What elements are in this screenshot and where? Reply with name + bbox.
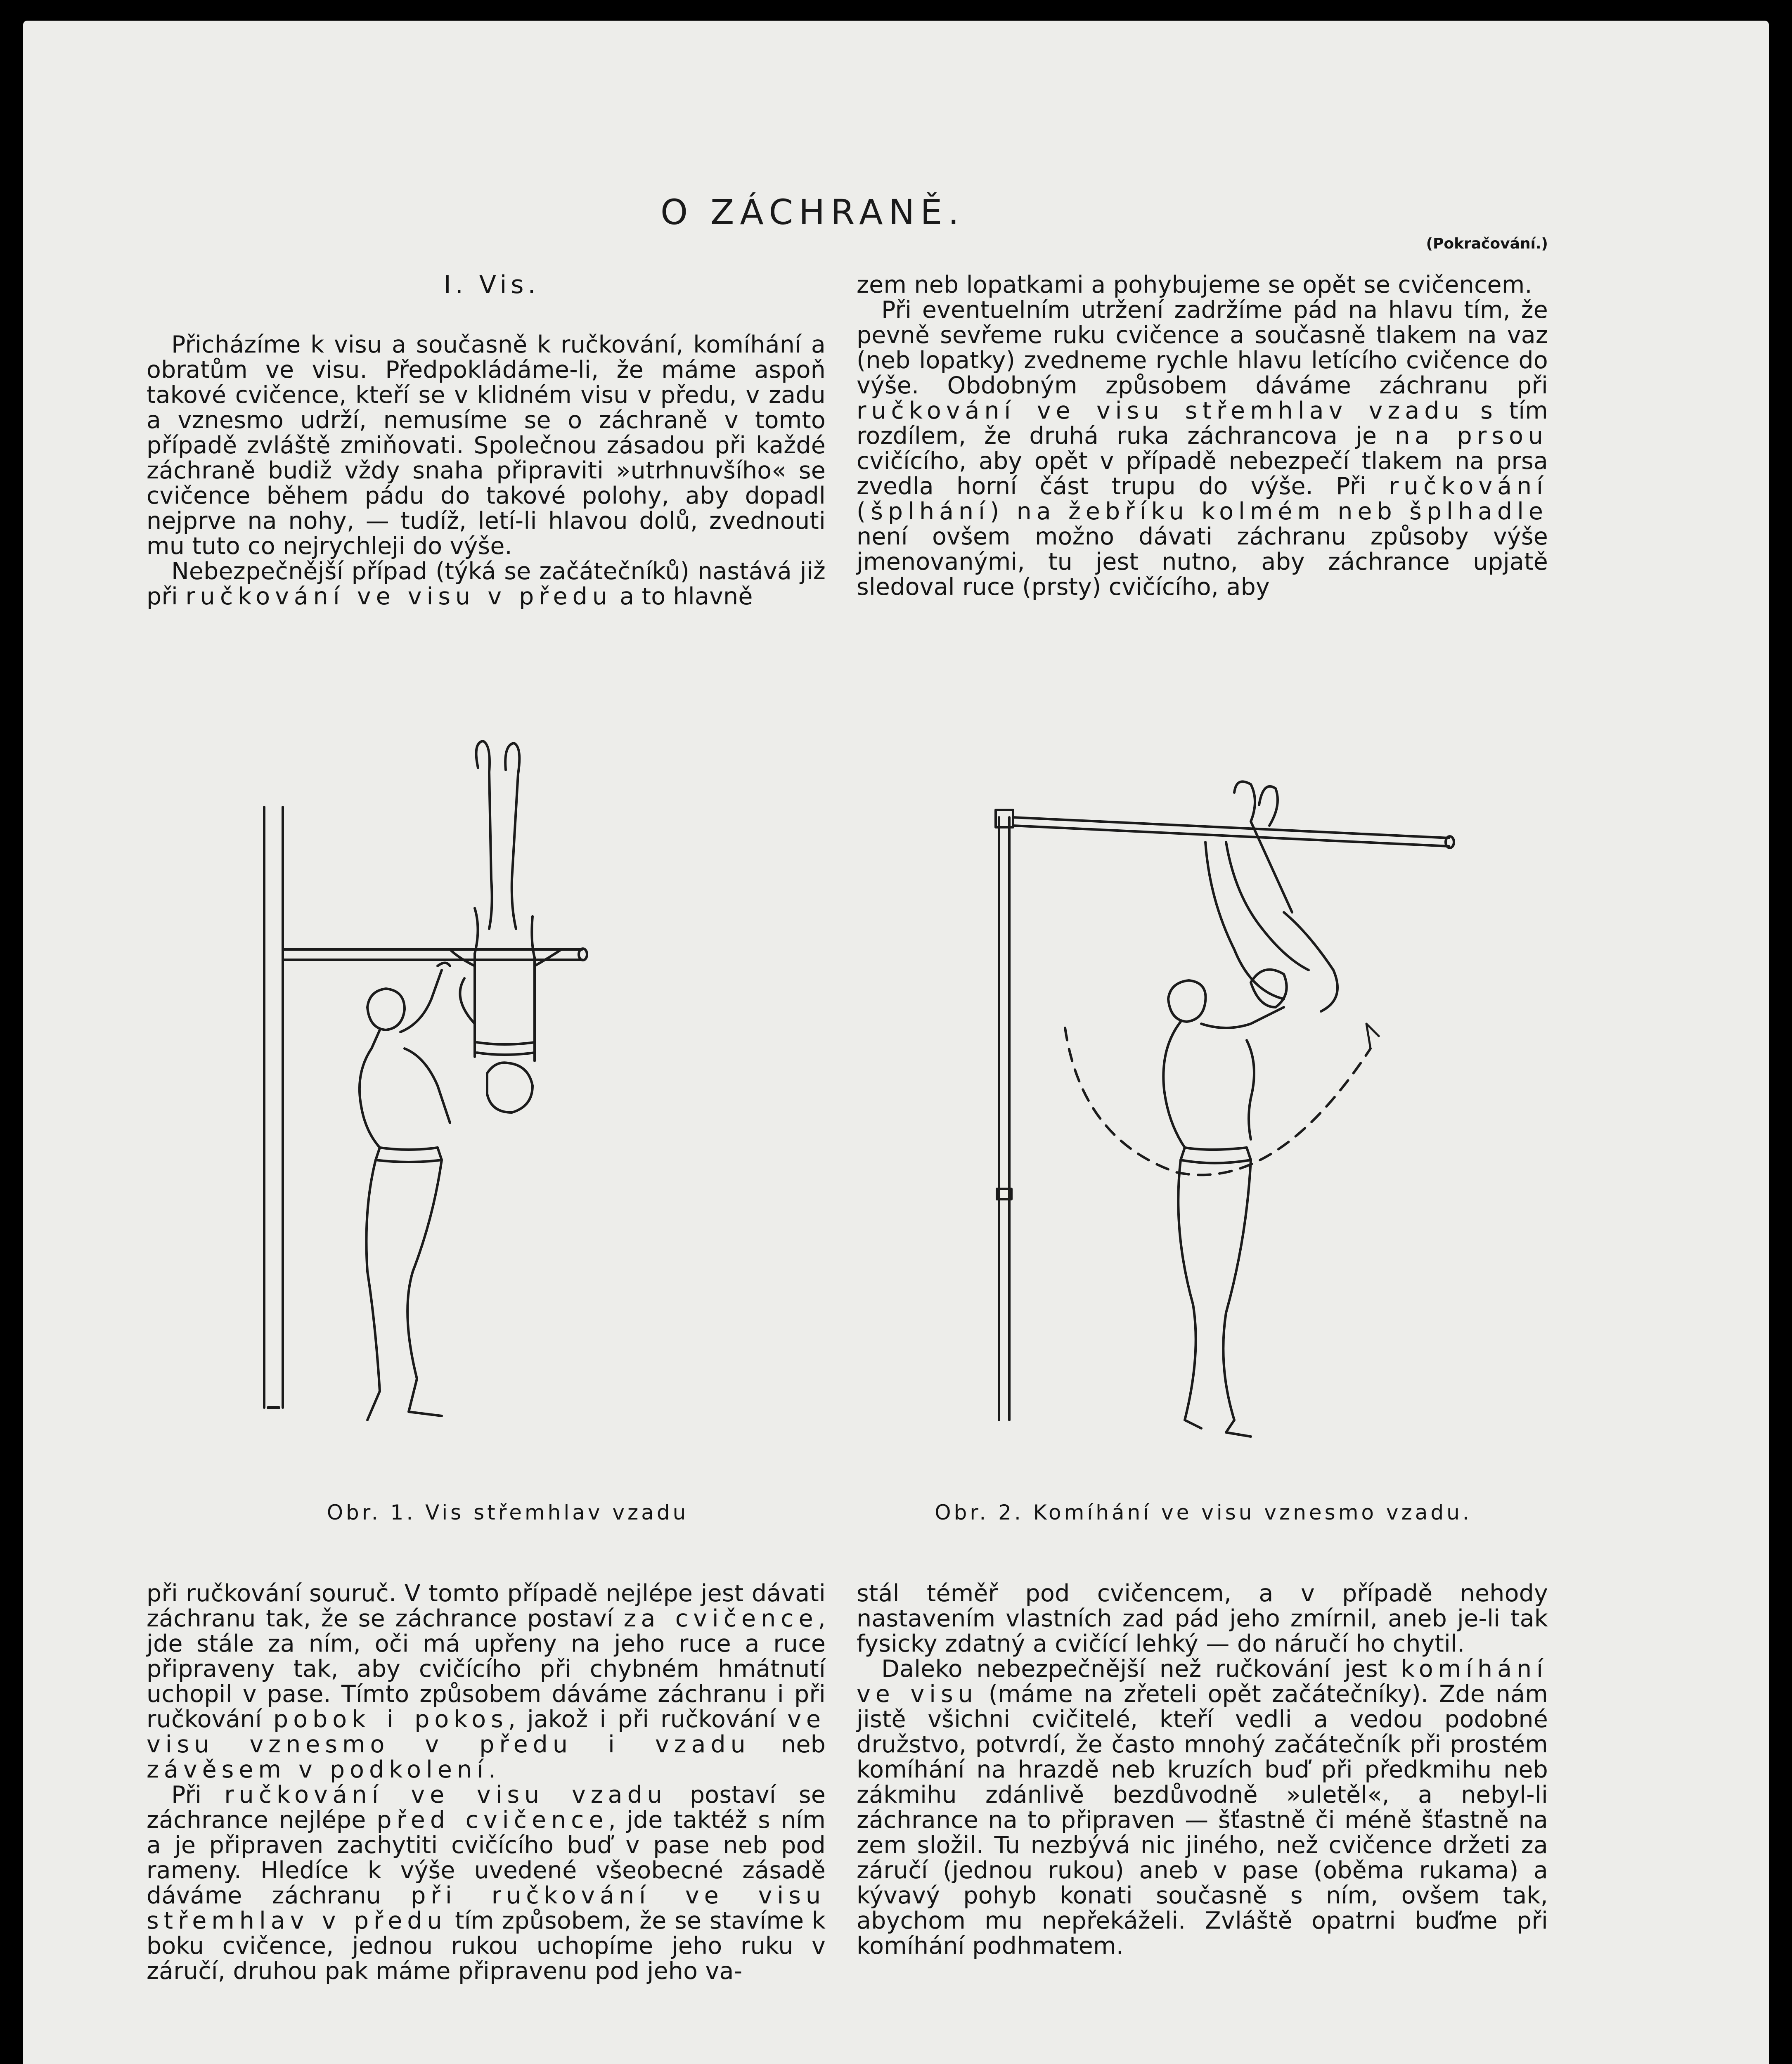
text-run: Při — [171, 1781, 225, 1808]
text-run: tím způsobem, že se stavíme k boku cvičence, jednou rukou uchopíme jeho ruku v záručí, druhou pak máme připravenu pod jeho va- — [147, 1907, 826, 1985]
left-column-top — [147, 332, 826, 609]
spaced-emphasis: pobok i pokos — [273, 1706, 508, 1733]
text-run: a to hlavně — [612, 583, 753, 610]
text-run: zem neb lopatkami a pohybujeme se opět se cvičencem. — [857, 271, 1532, 298]
paragraph — [857, 1657, 1548, 1959]
paragraph — [857, 298, 1548, 600]
right-column-bottom — [857, 1581, 1548, 1959]
text-run: postaví se záchrance nejlépe — [147, 1781, 826, 1834]
text-run: , jde taktéž s ním a je připraven zachytiti cvičícího buď v pase neb pod rameny. Hledíce k výše uvedené všeobecné zásadě dáváme záchranu — [147, 1806, 826, 1909]
spaced-emphasis: ručkování ve visu vzadu — [224, 1781, 667, 1808]
figure-1-illustration — [244, 735, 710, 1461]
spaced-emphasis: závěsem v podkolení — [147, 1756, 488, 1783]
paragraph — [147, 559, 826, 609]
spaced-emphasis: ručkování (šplhání) na žebříku kolmém neb šplhadle — [857, 473, 1548, 525]
text-run: , jakož i při ručkování — [508, 1706, 788, 1733]
figure-2-illustration — [962, 776, 1548, 1470]
text-run: Přicházíme k visu a současně k ručkování, komíhání a obratům ve visu. Předpokládáme-li, že máme aspoň takové cvičence, kteří se v klidném visu v předu, v zadu a vznesmo udrží, nemusíme se o záchraně v tomto případě zvláště zmiňovati. Společnou zásadou při každé záchraně budiž vždy snaha připraviti »utrhnuvšího« se cvičence během pádu do takové polohy, aby dopadl nejprve na nohy, — tudíž, letí-li hlavou dolů, zvednouti mu tuto co nejrychleji do výše. — [147, 331, 826, 560]
page-title: O ZÁCHRANĚ. — [660, 192, 965, 232]
text-run: není ovšem možno dávati záchranu způsoby výše jmenovanými, tu jest nutno, aby záchrance upjatě sledoval ruce (prsty) cvičícího, aby — [857, 523, 1548, 601]
figure-2 — [962, 776, 1548, 1470]
continuation-note: (Pokračování.) — [1426, 235, 1548, 252]
spaced-emphasis: ručkování ve visu střemhlav vzadu — [857, 397, 1464, 424]
spaced-emphasis: ve visu vznesmo v předu i vzadu — [147, 1706, 826, 1758]
text-run: Při eventuelním utržení zadržíme pád na hlavu tím, že pevně sevřeme ruku cvičence a současně tlakem na vaz (neb lopatky) zvedneme rychle hlavu letícího cvičence do výše. Obdobným způsobem dáváme záchranu při — [857, 296, 1548, 399]
paragraph — [147, 1782, 826, 1984]
spaced-emphasis: za cvičence — [623, 1605, 818, 1632]
text-run: (máme na zřeteli opět začátečníky). Zde nám jistě všichni cvičitelé, kteří vedli a vedou podobné družstvo, potvrdí, že často mnohý začátečník při prostém komíhání na hrazdě neb kruzích buď při předkmihu neb zákmihu zdánlivě bezdůvodně »uletěl«, a nebyl-li záchrance na to připraven — šťastně či méně šťastně na zem složil. Tu nezbývá nic jiného, než cvičence držeti za záručí (jednou rukou) aneb v pase (oběma rukama) a kývavý pohyb konati současně s ním, ovšem tak, abychom mu nepřekáželi. Zvláště opatrni buďme při komíhání podhmatem. — [857, 1681, 1548, 1960]
paragraph — [857, 1581, 1548, 1657]
figure-1 — [244, 735, 710, 1461]
text-run: neb — [750, 1731, 826, 1758]
figure-2-caption: Obr. 2. Komíhání ve visu vznesmo vzadu. — [935, 1501, 1472, 1524]
text-run: , jde stále za ním, oči má upřeny na jeho ruce a ruce připraveny tak, aby cvičícího při chybném hmátnutí uchopil v pase. Tímto způsobem dáváme záchranu i při ručkování — [147, 1605, 826, 1733]
spaced-emphasis: ručkování ve visu v předu — [185, 583, 612, 610]
text-run: cvičícího, aby opět v případě nebezpečí tlakem na prsa zvedla horní část trupu do výše. Při — [857, 447, 1548, 500]
text-run: Daleko nebezpečnější než ručkování jest — [881, 1655, 1401, 1683]
spaced-emphasis: na prsou — [1394, 422, 1548, 450]
spaced-emphasis: před cvičence — [376, 1806, 608, 1834]
right-column-top — [857, 272, 1548, 600]
spaced-emphasis: při ručkování ve visu střemhlav v předu — [147, 1882, 826, 1934]
paragraph — [147, 1581, 826, 1782]
paragraph — [857, 272, 1548, 298]
text-run: . — [488, 1756, 496, 1783]
text-run: při ručkování souruč. V tomto případě nejlépe jest dávati záchranu tak, že se záchrance postaví — [147, 1580, 826, 1632]
text-run: stál téměř pod cvičencem, a v případě nehody nastavením vlastních zad pád jeho zmírnil, aneb je-li tak fysicky zdatný a cvičící lehký — do náručí ho chytil. — [857, 1580, 1548, 1657]
left-column-bottom — [147, 1581, 826, 1984]
text-run: s tím rozdílem, že druhá ruka záchrancova je — [857, 397, 1548, 450]
text-run: Nebezpečnější případ (týká se začátečníků) nastává již při — [147, 558, 826, 610]
paragraph — [147, 332, 826, 559]
section-heading: I. Vis. — [444, 270, 540, 299]
figure-1-caption: Obr. 1. Vis střemhlav vzadu — [327, 1501, 689, 1524]
spaced-emphasis: komíhání ve visu — [857, 1655, 1548, 1708]
